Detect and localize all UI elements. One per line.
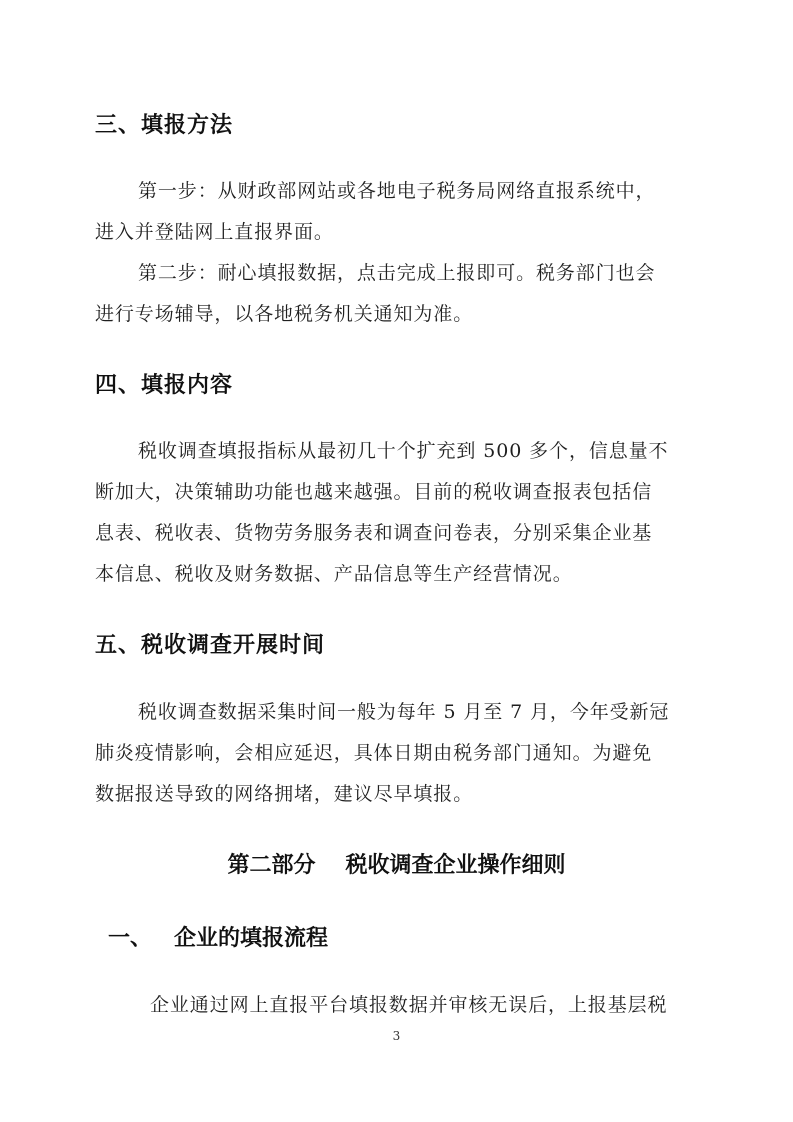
section-heading-schedule: 五、税收调查开展时间 xyxy=(95,633,326,658)
paragraph-line: 税收调查填报指标从最初几十个扩充到 500 多个，信息量不 xyxy=(138,440,669,462)
paragraph-line: 第二步：耐心填报数据，点击完成上报即可。税务部门也会 xyxy=(138,262,656,284)
paragraph-line: 息表、税收表、货物劳务服务表和调查问卷表，分别采集企业基 xyxy=(95,522,653,544)
part-label: 第二部分 xyxy=(227,853,316,878)
page-number: 3 xyxy=(392,1029,401,1043)
part-name: 税收调查企业操作细则 xyxy=(345,853,566,878)
section-heading-method: 三、填报方法 xyxy=(95,113,234,138)
paragraph-line: 进入并登陆网上直报界面。 xyxy=(95,221,334,243)
paragraph-line: 断加大，决策辅助功能也越来越强。目前的税收调查报表包括信 xyxy=(95,481,653,503)
paragraph-line: 本信息、税收及财务数据、产品信息等生产经营情况。 xyxy=(95,563,573,585)
part-title xyxy=(0,848,793,879)
paragraph-line: 税收调查数据采集时间一般为每年 5 月至 7 月，今年受新冠 xyxy=(138,701,670,723)
paragraph-line: 企业通过网上直报平台填报数据并审核无误后，上报基层税 xyxy=(150,994,668,1016)
paragraph-line: 肺炎疫情影响，会相应延迟，具体日期由税务部门通知。为避免 xyxy=(95,742,653,764)
sub-heading-number: 一、 xyxy=(108,926,153,951)
paragraph-line: 数据报送导致的网络拥堵，建议尽早填报。 xyxy=(95,783,474,805)
sub-heading-title: 企业的填报流程 xyxy=(174,926,329,951)
paragraph-line: 进行专场辅导，以各地税务机关通知为准。 xyxy=(95,303,474,325)
paragraph-line: 第一步：从财政部网站或各地电子税务局网络直报系统中， xyxy=(138,180,656,202)
sub-heading-process xyxy=(108,921,328,952)
section-heading-content: 四、填报内容 xyxy=(95,373,234,398)
